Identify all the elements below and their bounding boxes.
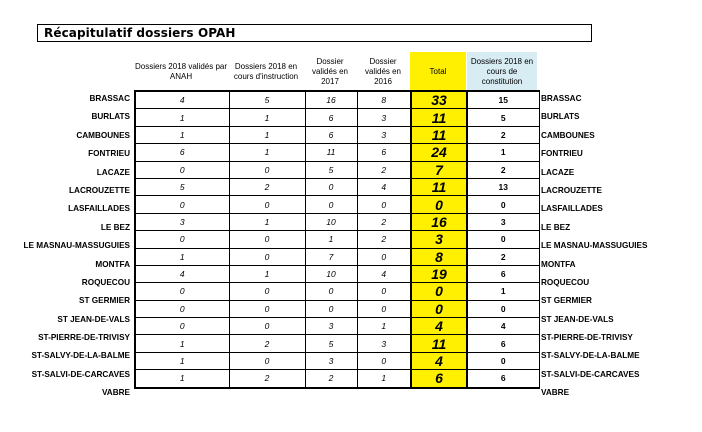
cell-total: 8 (411, 248, 467, 265)
table-row (135, 300, 539, 317)
cell-valides-2016: 1 (357, 318, 411, 335)
cell-valides-anah: 3 (135, 213, 229, 230)
cell-valides-anah: 1 (135, 109, 229, 126)
cell-valides-anah: 4 (135, 91, 229, 109)
commune-name-left: LE BEZ (100, 222, 130, 232)
commune-name-left: ROQUECOU (81, 277, 130, 287)
commune-name-left: CAMBOUNES (76, 130, 130, 140)
cell-total: 0 (411, 300, 467, 317)
cell-valides-2017: 6 (305, 126, 357, 143)
cell-valides-2017: 3 (305, 352, 357, 369)
cell-total: 6 (411, 370, 467, 388)
cell-en-cours-instruction: 0 (229, 196, 305, 213)
table-row (135, 161, 539, 178)
cell-total: 11 (411, 335, 467, 352)
commune-name-right: BURLATS (541, 112, 580, 122)
cell-valides-anah: 1 (135, 335, 229, 352)
cell-valides-2016: 1 (357, 370, 411, 388)
commune-name-right: ST GERMIER (541, 296, 592, 306)
commune-name-left: ST-SALVI-DE-CARCAVES (31, 369, 130, 379)
cell-total: 24 (411, 144, 467, 161)
commune-name-right: BRASSAC (541, 94, 582, 103)
commune-name-left: BURLATS (91, 112, 130, 122)
cell-valides-2016: 0 (357, 283, 411, 300)
cell-valides-anah: 6 (135, 144, 229, 161)
commune-name-left: ST-PIERRE-DE-TRIVISY (38, 333, 130, 343)
table-row (135, 352, 539, 369)
cell-valides-2017: 1 (305, 231, 357, 248)
page-title: Récapitulatif dossiers OPAH (44, 26, 236, 40)
cell-en-cours-instruction: 0 (229, 352, 305, 369)
commune-name-right: ST-PIERRE-DE-TRIVISY (541, 333, 633, 343)
cell-total: 3 (411, 231, 467, 248)
cell-valides-anah: 0 (135, 231, 229, 248)
cell-constitution: 2 (467, 248, 539, 265)
commune-name-right: LACROUZETTE (541, 185, 602, 195)
cell-en-cours-instruction: 0 (229, 300, 305, 317)
cell-valides-2017: 0 (305, 300, 357, 317)
cell-en-cours-instruction: 2 (229, 335, 305, 352)
table-row (135, 231, 539, 248)
cell-valides-2017: 5 (305, 161, 357, 178)
commune-name-right: FONTRIEU (541, 149, 583, 159)
cell-valides-2017: 10 (305, 213, 357, 230)
cell-valides-2016: 2 (357, 231, 411, 248)
commune-name-left: LACAZE (96, 167, 130, 177)
cell-valides-2017: 0 (305, 178, 357, 195)
commune-name-left: LE MASNAU-MASSUGUIES (23, 241, 130, 251)
cell-valides-anah: 4 (135, 265, 229, 282)
cell-valides-2016: 8 (357, 91, 411, 109)
cell-valides-2016: 2 (357, 213, 411, 230)
cell-valides-2016: 0 (357, 352, 411, 369)
commune-name-right: MONTFA (541, 259, 576, 269)
cell-valides-2016: 3 (357, 335, 411, 352)
commune-name-left: ST GERMIER (79, 296, 130, 306)
commune-name-right: LE BEZ (541, 222, 571, 232)
header-en-cours-instruction: Dossiers 2018 en cours d'instruction (233, 62, 299, 81)
cell-valides-anah: 1 (135, 248, 229, 265)
cell-en-cours-instruction: 0 (229, 248, 305, 265)
cell-constitution: 0 (467, 352, 539, 369)
cell-valides-2017: 16 (305, 91, 357, 109)
header-valides-2017: Dossier validés en 2017 (311, 57, 349, 86)
cell-en-cours-instruction: 5 (229, 91, 305, 109)
commune-name-right: ST-SALVI-DE-CARCAVES (541, 369, 640, 379)
cell-en-cours-instruction: 0 (229, 283, 305, 300)
commune-name-left: ST-SALVY-DE-LA-BALME (31, 351, 130, 361)
recap-table (134, 90, 540, 389)
cell-valides-anah: 0 (135, 161, 229, 178)
table-row (135, 283, 539, 300)
cell-en-cours-instruction: 1 (229, 265, 305, 282)
table-row (135, 318, 539, 335)
cell-constitution: 6 (467, 370, 539, 388)
cell-valides-2016: 0 (357, 196, 411, 213)
cell-valides-2016: 4 (357, 178, 411, 195)
cell-constitution: 15 (467, 91, 539, 109)
cell-en-cours-instruction: 0 (229, 318, 305, 335)
cell-en-cours-instruction: 1 (229, 144, 305, 161)
commune-name-right: ST-SALVY-DE-LA-BALME (541, 351, 640, 361)
cell-en-cours-instruction: 0 (229, 161, 305, 178)
commune-names-left (0, 90, 133, 403)
cell-valides-2017: 2 (305, 370, 357, 388)
cell-total: 16 (411, 213, 467, 230)
cell-valides-2016: 4 (357, 265, 411, 282)
cell-total: 11 (411, 109, 467, 126)
cell-valides-2017: 5 (305, 335, 357, 352)
cell-constitution: 2 (467, 161, 539, 178)
commune-name-right: LE MASNAU-MASSUGUIES (541, 241, 648, 251)
cell-constitution: 4 (467, 318, 539, 335)
table-row (135, 196, 539, 213)
cell-en-cours-instruction: 1 (229, 213, 305, 230)
table-row (135, 335, 539, 352)
cell-constitution: 2 (467, 126, 539, 143)
cell-constitution: 0 (467, 231, 539, 248)
table-row (135, 370, 539, 388)
table-row (135, 109, 539, 126)
cell-total: 4 (411, 352, 467, 369)
cell-valides-2016: 2 (357, 161, 411, 178)
cell-en-cours-instruction: 1 (229, 109, 305, 126)
cell-valides-anah: 0 (135, 318, 229, 335)
cell-valides-2016: 6 (357, 144, 411, 161)
table-row (135, 178, 539, 195)
cell-total: 33 (411, 91, 467, 109)
cell-constitution: 0 (467, 300, 539, 317)
commune-name-left: VABRE (101, 388, 130, 398)
commune-name-right: VABRE (541, 388, 570, 398)
cell-valides-2017: 3 (305, 318, 357, 335)
table-row (135, 144, 539, 161)
commune-name-left: MONTFA (95, 259, 130, 269)
header-valides-anah: Dossiers 2018 validés par ANAH (134, 62, 228, 81)
cell-en-cours-instruction: 0 (229, 231, 305, 248)
cell-constitution: 13 (467, 178, 539, 195)
cell-en-cours-instruction: 2 (229, 178, 305, 195)
cell-valides-anah: 0 (135, 196, 229, 213)
cell-valides-anah: 1 (135, 352, 229, 369)
commune-name-left: LASFAILLADES (68, 204, 130, 214)
cell-total: 11 (411, 126, 467, 143)
title-box (37, 24, 592, 42)
commune-name-right: LACAZE (541, 167, 575, 177)
commune-name-left: FONTRIEU (88, 149, 130, 159)
cell-valides-2017: 7 (305, 248, 357, 265)
commune-name-left: LACROUZETTE (69, 185, 130, 195)
cell-valides-anah: 0 (135, 283, 229, 300)
table-row (135, 213, 539, 230)
table-row (135, 248, 539, 265)
commune-name-right: CAMBOUNES (541, 130, 595, 140)
cell-total: 0 (411, 283, 467, 300)
cell-en-cours-instruction: 1 (229, 126, 305, 143)
commune-name-right: LASFAILLADES (541, 204, 603, 214)
cell-valides-2017: 11 (305, 144, 357, 161)
cell-constitution: 1 (467, 283, 539, 300)
cell-constitution: 0 (467, 196, 539, 213)
cell-en-cours-instruction: 2 (229, 370, 305, 388)
cell-valides-2017: 6 (305, 109, 357, 126)
table-row (135, 265, 539, 282)
cell-valides-2016: 0 (357, 300, 411, 317)
cell-total: 0 (411, 196, 467, 213)
cell-valides-anah: 0 (135, 300, 229, 317)
cell-constitution: 6 (467, 335, 539, 352)
cell-constitution: 6 (467, 265, 539, 282)
cell-valides-2017: 0 (305, 196, 357, 213)
cell-valides-anah: 1 (135, 126, 229, 143)
cell-valides-2016: 3 (357, 109, 411, 126)
table-row (135, 126, 539, 143)
cell-total: 19 (411, 265, 467, 282)
header-total: Total (429, 67, 447, 76)
commune-name-right: ROQUECOU (541, 277, 590, 287)
cell-valides-2017: 10 (305, 265, 357, 282)
cell-total: 4 (411, 318, 467, 335)
commune-name-right: ST JEAN-DE-VALS (541, 314, 614, 324)
commune-names-right (540, 90, 700, 403)
cell-constitution: 1 (467, 144, 539, 161)
cell-constitution: 3 (467, 213, 539, 230)
commune-name-left: ST JEAN-DE-VALS (57, 314, 130, 324)
cell-valides-2017: 0 (305, 283, 357, 300)
cell-valides-2016: 0 (357, 248, 411, 265)
cell-valides-2016: 3 (357, 126, 411, 143)
cell-constitution: 5 (467, 109, 539, 126)
cell-total: 7 (411, 161, 467, 178)
cell-total: 11 (411, 178, 467, 195)
cell-valides-anah: 1 (135, 370, 229, 388)
header-valides-2016: Dossier validés en 2016 (364, 57, 402, 86)
header-en-cours-constitution: Dossiers 2018 en cours de constitution (470, 57, 534, 86)
table-row (135, 91, 539, 109)
commune-name-left: BRASSAC (89, 94, 130, 103)
cell-valides-anah: 5 (135, 178, 229, 195)
